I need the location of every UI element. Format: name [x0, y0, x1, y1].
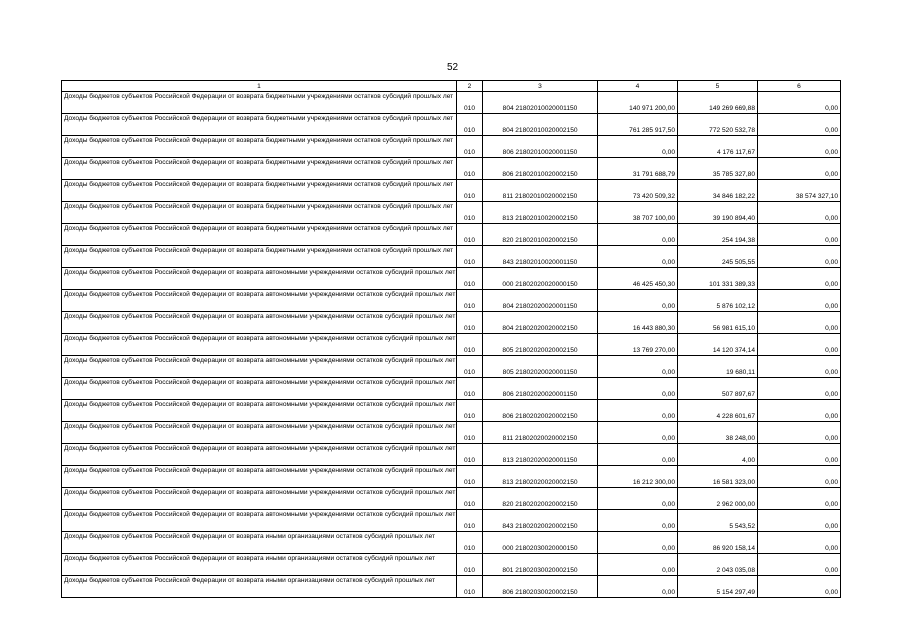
amount-col4-cell: 0,00: [598, 422, 678, 444]
line-code-cell: 010: [457, 290, 483, 312]
budget-code-cell: 843 21802020020002150: [483, 510, 598, 532]
row-name-cell: Доходы бюджетов субъектов Российской Федерации от возврата автономными учреждениями остатков субсидий прошлых лет: [62, 444, 457, 466]
amount-col6-cell: 0,00: [758, 532, 841, 554]
budget-code-cell: 811 21802010020002150: [483, 180, 598, 202]
amount-col6-cell: 0,00: [758, 290, 841, 312]
line-code-cell: 010: [457, 466, 483, 488]
table-row: [62, 444, 841, 466]
budget-code-cell: 820 21802010020002150: [483, 224, 598, 246]
row-name-cell: Доходы бюджетов субъектов Российской Федерации от возврата автономными учреждениями остатков субсидий прошлых лет: [62, 400, 457, 422]
amount-col4-cell: 38 707 100,00: [598, 202, 678, 224]
amount-col6-cell: 0,00: [758, 136, 841, 158]
amount-col5-cell: 149 269 669,88: [678, 92, 758, 114]
amount-col4-cell: 0,00: [598, 136, 678, 158]
income-report-table: [61, 80, 841, 598]
amount-col4-cell: 140 971 200,00: [598, 92, 678, 114]
amount-col4-cell: 31 791 688,79: [598, 158, 678, 180]
row-name-cell: Доходы бюджетов субъектов Российской Федерации от возврата автономными учреждениями остатков субсидий прошлых лет: [62, 466, 457, 488]
line-code-cell: 010: [457, 400, 483, 422]
budget-code-cell: 806 21802020020001150: [483, 378, 598, 400]
amount-col6-cell: 0,00: [758, 334, 841, 356]
amount-col6-cell: 0,00: [758, 488, 841, 510]
amount-col4-cell: 0,00: [598, 290, 678, 312]
table-row: [62, 92, 841, 114]
amount-col6-cell: 0,00: [758, 246, 841, 268]
amount-col4-cell: 46 425 450,30: [598, 268, 678, 290]
table-row: [62, 224, 841, 246]
table-row: [62, 312, 841, 334]
row-name-cell: Доходы бюджетов субъектов Российской Федерации от возврата бюджетными учреждениями остатков субсидий прошлых лет: [62, 224, 457, 246]
amount-col6-cell: 0,00: [758, 224, 841, 246]
table-row: [62, 378, 841, 400]
amount-col6-cell: 0,00: [758, 158, 841, 180]
amount-col4-cell: 0,00: [598, 356, 678, 378]
line-code-cell: 010: [457, 114, 483, 136]
amount-col5-cell: 772 520 532,78: [678, 114, 758, 136]
amount-col4-cell: 0,00: [598, 400, 678, 422]
table-row: [62, 400, 841, 422]
amount-col6-cell: 0,00: [758, 444, 841, 466]
amount-col5-cell: 4,00: [678, 444, 758, 466]
budget-code-cell: 806 21802010020001150: [483, 136, 598, 158]
table-row: [62, 136, 841, 158]
amount-col5-cell: 56 981 615,10: [678, 312, 758, 334]
table-row: [62, 202, 841, 224]
amount-col6-cell: 0,00: [758, 114, 841, 136]
table-row: [62, 576, 841, 598]
budget-code-cell: 806 21802030020002150: [483, 576, 598, 598]
row-name-cell: Доходы бюджетов субъектов Российской Федерации от возврата бюджетными учреждениями остатков субсидий прошлых лет: [62, 202, 457, 224]
amount-col6-cell: 0,00: [758, 378, 841, 400]
column-header-2: 2: [457, 81, 483, 92]
amount-col6-cell: 0,00: [758, 202, 841, 224]
table-row: [62, 554, 841, 576]
amount-col6-cell: 0,00: [758, 92, 841, 114]
budget-code-cell: 843 21802010020001150: [483, 246, 598, 268]
budget-code-cell: 813 21802020020002150: [483, 466, 598, 488]
row-name-cell: Доходы бюджетов субъектов Российской Федерации от возврата автономными учреждениями остатков субсидий прошлых лет: [62, 488, 457, 510]
budget-code-cell: 806 21802010020002150: [483, 158, 598, 180]
amount-col4-cell: 0,00: [598, 246, 678, 268]
amount-col6-cell: 0,00: [758, 422, 841, 444]
amount-col4-cell: 0,00: [598, 554, 678, 576]
amount-col4-cell: 16 443 880,30: [598, 312, 678, 334]
budget-code-cell: 804 21802010020002150: [483, 114, 598, 136]
amount-col6-cell: 0,00: [758, 554, 841, 576]
table-row: [62, 290, 841, 312]
table-row: [62, 158, 841, 180]
table-row: [62, 268, 841, 290]
amount-col4-cell: 0,00: [598, 488, 678, 510]
amount-col5-cell: 245 505,55: [678, 246, 758, 268]
page-number: 52: [446, 62, 459, 73]
budget-code-cell: 813 21802020020001150: [483, 444, 598, 466]
amount-col6-cell: 0,00: [758, 510, 841, 532]
line-code-cell: 010: [457, 224, 483, 246]
row-name-cell: Доходы бюджетов субъектов Российской Федерации от возврата бюджетными учреждениями остатков субсидий прошлых лет: [62, 92, 457, 114]
line-code-cell: 010: [457, 444, 483, 466]
row-name-cell: Доходы бюджетов субъектов Российской Федерации от возврата автономными учреждениями остатков субсидий прошлых лет: [62, 510, 457, 532]
amount-col4-cell: 0,00: [598, 532, 678, 554]
line-code-cell: 010: [457, 202, 483, 224]
budget-code-cell: 000 21802020020000150: [483, 268, 598, 290]
amount-col5-cell: 86 920 158,14: [678, 532, 758, 554]
column-header-5: 5: [678, 81, 758, 92]
amount-col4-cell: 13 769 270,00: [598, 334, 678, 356]
amount-col5-cell: 5 876 102,12: [678, 290, 758, 312]
budget-code-cell: 813 21802010020002150: [483, 202, 598, 224]
table-body: [62, 92, 841, 598]
line-code-cell: 010: [457, 378, 483, 400]
column-header-1: 1: [62, 81, 457, 92]
amount-col5-cell: 5 543,52: [678, 510, 758, 532]
line-code-cell: 010: [457, 158, 483, 180]
amount-col4-cell: 0,00: [598, 576, 678, 598]
amount-col5-cell: 254 194,38: [678, 224, 758, 246]
line-code-cell: 010: [457, 334, 483, 356]
table-row: [62, 422, 841, 444]
amount-col4-cell: 0,00: [598, 224, 678, 246]
line-code-cell: 010: [457, 488, 483, 510]
row-name-cell: Доходы бюджетов субъектов Российской Федерации от возврата автономными учреждениями остатков субсидий прошлых лет: [62, 312, 457, 334]
row-name-cell: Доходы бюджетов субъектов Российской Федерации от возврата бюджетными учреждениями остатков субсидий прошлых лет: [62, 246, 457, 268]
amount-col5-cell: 4 176 117,67: [678, 136, 758, 158]
amount-col5-cell: 19 680,11: [678, 356, 758, 378]
row-name-cell: Доходы бюджетов субъектов Российской Федерации от возврата иными организациями остатков субсидий прошлых лет: [62, 532, 457, 554]
line-code-cell: 010: [457, 576, 483, 598]
row-name-cell: Доходы бюджетов субъектов Российской Федерации от возврата автономными учреждениями остатков субсидий прошлых лет: [62, 356, 457, 378]
line-code-cell: 010: [457, 268, 483, 290]
budget-code-cell: 805 21802020020001150: [483, 356, 598, 378]
amount-col4-cell: 0,00: [598, 510, 678, 532]
row-name-cell: Доходы бюджетов субъектов Российской Федерации от возврата автономными учреждениями остатков субсидий прошлых лет: [62, 378, 457, 400]
line-code-cell: 010: [457, 180, 483, 202]
amount-col5-cell: 507 897,67: [678, 378, 758, 400]
amount-col5-cell: 14 120 374,14: [678, 334, 758, 356]
budget-code-cell: 804 21802020020001150: [483, 290, 598, 312]
amount-col5-cell: 4 228 601,67: [678, 400, 758, 422]
amount-col6-cell: 0,00: [758, 312, 841, 334]
amount-col6-cell: 0,00: [758, 400, 841, 422]
table-row: [62, 510, 841, 532]
table-row: [62, 180, 841, 202]
amount-col5-cell: 101 331 389,33: [678, 268, 758, 290]
line-code-cell: 010: [457, 532, 483, 554]
line-code-cell: 010: [457, 136, 483, 158]
table-header-row: [62, 81, 841, 92]
amount-col5-cell: 2 043 035,08: [678, 554, 758, 576]
row-name-cell: Доходы бюджетов субъектов Российской Федерации от возврата бюджетными учреждениями остатков субсидий прошлых лет: [62, 158, 457, 180]
table-row: [62, 114, 841, 136]
row-name-cell: Доходы бюджетов субъектов Российской Федерации от возврата иными организациями остатков субсидий прошлых лет: [62, 576, 457, 598]
amount-col4-cell: 16 212 300,00: [598, 466, 678, 488]
row-name-cell: Доходы бюджетов субъектов Российской Федерации от возврата автономными учреждениями остатков субсидий прошлых лет: [62, 334, 457, 356]
column-header-3: 3: [483, 81, 598, 92]
column-header-4: 4: [598, 81, 678, 92]
row-name-cell: Доходы бюджетов субъектов Российской Федерации от возврата автономными учреждениями остатков субсидий прошлых лет: [62, 422, 457, 444]
amount-col4-cell: 761 285 917,50: [598, 114, 678, 136]
amount-col6-cell: 0,00: [758, 356, 841, 378]
row-name-cell: Доходы бюджетов субъектов Российской Федерации от возврата бюджетными учреждениями остатков субсидий прошлых лет: [62, 114, 457, 136]
amount-col6-cell: 0,00: [758, 268, 841, 290]
line-code-cell: 010: [457, 422, 483, 444]
amount-col4-cell: 73 420 509,32: [598, 180, 678, 202]
table-row: [62, 488, 841, 510]
row-name-cell: Доходы бюджетов субъектов Российской Федерации от возврата бюджетными учреждениями остатков субсидий прошлых лет: [62, 180, 457, 202]
amount-col5-cell: 5 154 297,49: [678, 576, 758, 598]
line-code-cell: 010: [457, 554, 483, 576]
amount-col6-cell: 38 574 327,10: [758, 180, 841, 202]
amount-col4-cell: 0,00: [598, 444, 678, 466]
line-code-cell: 010: [457, 246, 483, 268]
amount-col5-cell: 34 846 182,22: [678, 180, 758, 202]
table-row: [62, 466, 841, 488]
amount-col6-cell: 0,00: [758, 576, 841, 598]
amount-col5-cell: 39 190 894,40: [678, 202, 758, 224]
line-code-cell: 010: [457, 510, 483, 532]
budget-code-cell: 804 21802020020002150: [483, 312, 598, 334]
row-name-cell: Доходы бюджетов субъектов Российской Федерации от возврата бюджетными учреждениями остатков субсидий прошлых лет: [62, 136, 457, 158]
amount-col5-cell: 2 962 000,00: [678, 488, 758, 510]
amount-col4-cell: 0,00: [598, 378, 678, 400]
table-row: [62, 532, 841, 554]
amount-col5-cell: 16 581 323,00: [678, 466, 758, 488]
row-name-cell: Доходы бюджетов субъектов Российской Федерации от возврата автономными учреждениями остатков субсидий прошлых лет: [62, 290, 457, 312]
budget-code-cell: 806 21802020020002150: [483, 400, 598, 422]
budget-code-cell: 804 21802010020001150: [483, 92, 598, 114]
column-header-6: 6: [758, 81, 841, 92]
table-row: [62, 334, 841, 356]
table-row: [62, 356, 841, 378]
budget-code-cell: 801 21802030020002150: [483, 554, 598, 576]
line-code-cell: 010: [457, 312, 483, 334]
budget-code-cell: 811 21802020020002150: [483, 422, 598, 444]
amount-col5-cell: 35 785 327,80: [678, 158, 758, 180]
amount-col5-cell: 38 248,00: [678, 422, 758, 444]
budget-code-cell: 000 21802030020000150: [483, 532, 598, 554]
table-row: [62, 246, 841, 268]
row-name-cell: Доходы бюджетов субъектов Российской Федерации от возврата автономными учреждениями остатков субсидий прошлых лет: [62, 268, 457, 290]
row-name-cell: Доходы бюджетов субъектов Российской Федерации от возврата иными организациями остатков субсидий прошлых лет: [62, 554, 457, 576]
line-code-cell: 010: [457, 92, 483, 114]
line-code-cell: 010: [457, 356, 483, 378]
budget-code-cell: 805 21802020020002150: [483, 334, 598, 356]
amount-col6-cell: 0,00: [758, 466, 841, 488]
budget-code-cell: 820 21802020020002150: [483, 488, 598, 510]
